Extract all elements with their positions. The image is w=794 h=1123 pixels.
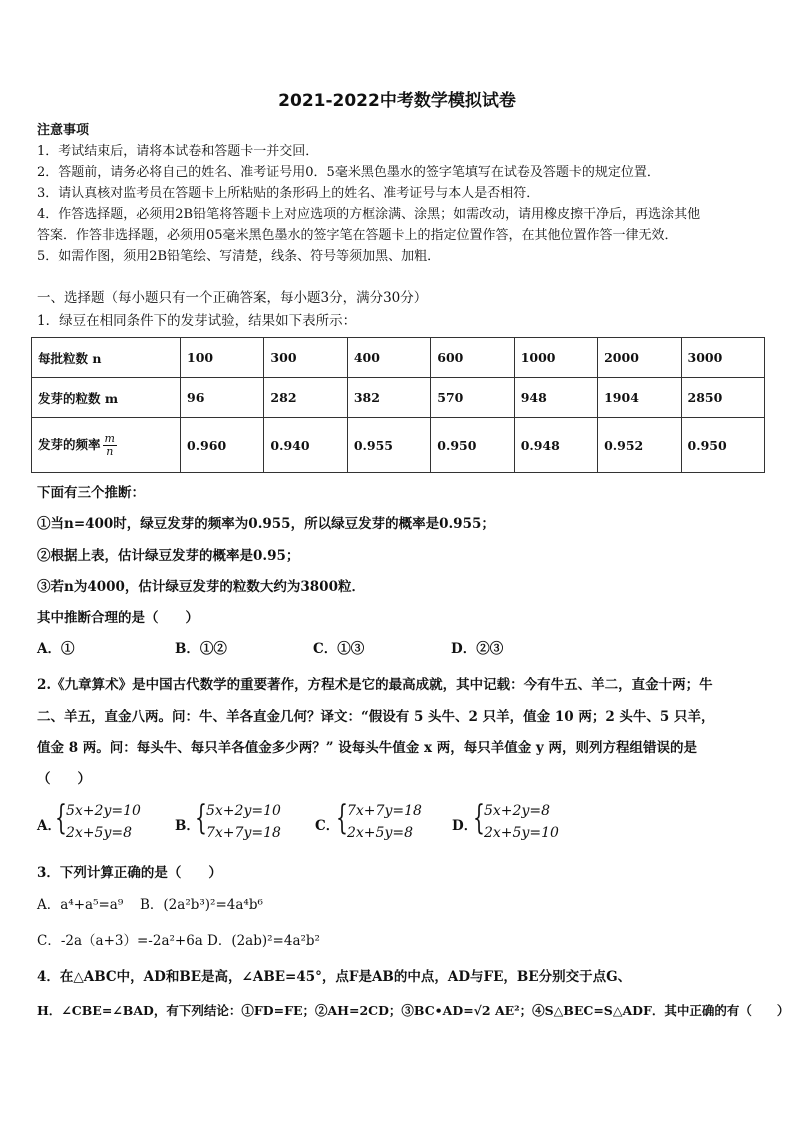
table-cell: 1000 bbox=[514, 338, 597, 378]
table-cell: 0.950 bbox=[681, 418, 764, 473]
option-a[interactable]: A．a⁴+a⁵=a⁹ bbox=[37, 897, 124, 913]
brace-icon: { bbox=[195, 798, 207, 838]
table-cell: 300 bbox=[264, 338, 347, 378]
table-row-label: 发芽的粒数 m bbox=[32, 378, 181, 418]
question-1-intro: 下面有三个推断： bbox=[37, 485, 145, 501]
table-cell: 400 bbox=[347, 338, 430, 378]
option-b[interactable]: B．(2a²b³)²=4a⁴b⁶ bbox=[140, 897, 263, 913]
question-1-stem: 1．绿豆在相同条件下的发芽试验，结果如下表所示： bbox=[37, 313, 357, 329]
fraction-m-over-n bbox=[103, 433, 117, 458]
brace-icon: { bbox=[336, 798, 348, 838]
equation-system-d bbox=[473, 798, 559, 844]
question-3-stem: 3．下列计算正确的是（ ） bbox=[37, 865, 222, 881]
page-title: 2021-2022中考数学模拟试卷 bbox=[278, 91, 516, 111]
option-d[interactable]: D．(2ab)²=4a²b² bbox=[207, 933, 320, 949]
table-cell: 570 bbox=[431, 378, 514, 418]
brace-icon: { bbox=[55, 798, 67, 838]
inference-item: ②根据上表，估计绿豆发芽的概率是0.95； bbox=[37, 548, 300, 564]
question-2-line: 值金 8 两。问：每头牛、每只羊各值金多少两？” 设每头牛值金 x 两，每只羊值金 y 两，则列方程组错误的是 bbox=[37, 740, 697, 756]
note-item: 5．如需作图，须用2B铅笔绘、写清楚，线条、符号等须加黑、加粗． bbox=[37, 249, 441, 264]
question-4-line: 4．在△ABC中，AD和BE是高，∠ABE=45°，点F是AB的中点，AD与FE，BE分别交于点G、 bbox=[37, 969, 632, 985]
option-a[interactable]: A．① bbox=[37, 641, 75, 657]
table-cell: 1904 bbox=[598, 378, 681, 418]
option-b-label[interactable]: B． bbox=[175, 818, 200, 834]
fraction-denominator: n bbox=[106, 444, 114, 458]
option-b[interactable]: B．①② bbox=[175, 641, 227, 657]
question-4-line: H．∠CBE=∠BAD，有下列结论：①FD=FE；②AH=2CD；③BC•AD=√2 AE²；④S△BEC=S△ADF．其中正确的有（ ） bbox=[37, 1003, 790, 1018]
equation-system-b bbox=[195, 798, 281, 844]
table-cell: 948 bbox=[514, 378, 597, 418]
table-cell: 0.952 bbox=[598, 418, 681, 473]
equation-line: 5x+2y=10 bbox=[66, 803, 141, 819]
brace-icon: { bbox=[473, 798, 485, 838]
inference-item: ③若n为4000，估计绿豆发芽的粒数大约为3800粒． bbox=[37, 579, 365, 595]
table-cell: 0.950 bbox=[431, 418, 514, 473]
question-2-line: （ ） bbox=[37, 771, 91, 787]
inference-item: ①当n=400时，绿豆发芽的频率为0.955，所以绿豆发芽的概率是0.955； bbox=[37, 516, 495, 532]
frequency-label: 发芽的频率 bbox=[38, 436, 101, 452]
table-row bbox=[32, 338, 765, 378]
question-1-ask: 其中推断合理的是（ ） bbox=[37, 610, 199, 626]
note-item: 2．答题前，请务必将自己的姓名、准考证号用0．5毫米黑色墨水的签字笔填写在试卷及答题卡的规定位置． bbox=[37, 165, 660, 180]
question-2-line: 二、羊五，直金八两。问：牛、羊各直金几何？译文：“假设有 5 头牛、2 只羊，值金 10 两；2 头牛、5 只羊， bbox=[37, 709, 715, 725]
table-cell: 600 bbox=[431, 338, 514, 378]
notes-heading: 注意事项 bbox=[37, 123, 90, 138]
table-row bbox=[32, 378, 765, 418]
note-item: 3．请认真核对监考员在答题卡上所粘贴的条形码上的姓名、准考证号与本人是否相符． bbox=[37, 186, 540, 201]
table-cell: 0.948 bbox=[514, 418, 597, 473]
section-heading: 一、选择题（每小题只有一个正确答案，每小题3分，满分30分） bbox=[37, 290, 428, 306]
table-cell: 3000 bbox=[681, 338, 764, 378]
table-cell: 2000 bbox=[598, 338, 681, 378]
equation-line: 2x+5y=10 bbox=[484, 825, 559, 841]
note-item: 1．考试结束后，请将本试卷和答题卡一并交回． bbox=[37, 144, 319, 159]
table-cell: 2850 bbox=[681, 378, 764, 418]
option-c[interactable]: C．①③ bbox=[313, 641, 365, 657]
option-a-label[interactable]: A． bbox=[37, 818, 61, 834]
table-cell: 100 bbox=[181, 338, 264, 378]
table-cell: 96 bbox=[181, 378, 264, 418]
equation-line: 2x+5y=8 bbox=[66, 825, 132, 841]
germination-table bbox=[31, 337, 765, 473]
equation-line: 7x+7y=18 bbox=[206, 825, 281, 841]
table-cell: 0.940 bbox=[264, 418, 347, 473]
table-cell: 282 bbox=[264, 378, 347, 418]
note-item: 答案．作答非选择题，必须用05毫米黑色墨水的签字笔在答题卡上的指定位置作答，在其他位置作答一律无效． bbox=[37, 228, 678, 243]
equation-line: 7x+7y=18 bbox=[347, 803, 422, 819]
option-d[interactable]: D．②③ bbox=[451, 641, 504, 657]
option-c-label[interactable]: C． bbox=[315, 818, 340, 834]
equation-system-c bbox=[336, 798, 422, 844]
equation-line: 2x+5y=8 bbox=[347, 825, 413, 841]
equation-line: 5x+2y=10 bbox=[206, 803, 281, 819]
table-row-label bbox=[32, 418, 181, 473]
equation-line: 5x+2y=8 bbox=[484, 803, 550, 819]
table-row-label: 每批粒数 n bbox=[32, 338, 181, 378]
table-cell: 0.960 bbox=[181, 418, 264, 473]
equation-system-a bbox=[55, 798, 141, 844]
question-2-line: 2.《九章算术》是中国古代数学的重要著作，方程术是它的最高成就，其中记载：今有牛五、羊二，直金十两；牛 bbox=[37, 677, 713, 693]
note-item: 4．作答选择题，必须用2B铅笔将答题卡上对应选项的方框涂满、涂黑；如需改动，请用橡皮擦干净后，再选涂其他 bbox=[37, 207, 701, 222]
option-c[interactable]: C．-2a（a+3）=-2a²+6a bbox=[37, 933, 203, 949]
table-row bbox=[32, 418, 765, 473]
fraction-numerator: m bbox=[104, 431, 115, 445]
table-cell: 382 bbox=[347, 378, 430, 418]
table-cell: 0.955 bbox=[347, 418, 430, 473]
option-d-label[interactable]: D． bbox=[452, 818, 478, 834]
